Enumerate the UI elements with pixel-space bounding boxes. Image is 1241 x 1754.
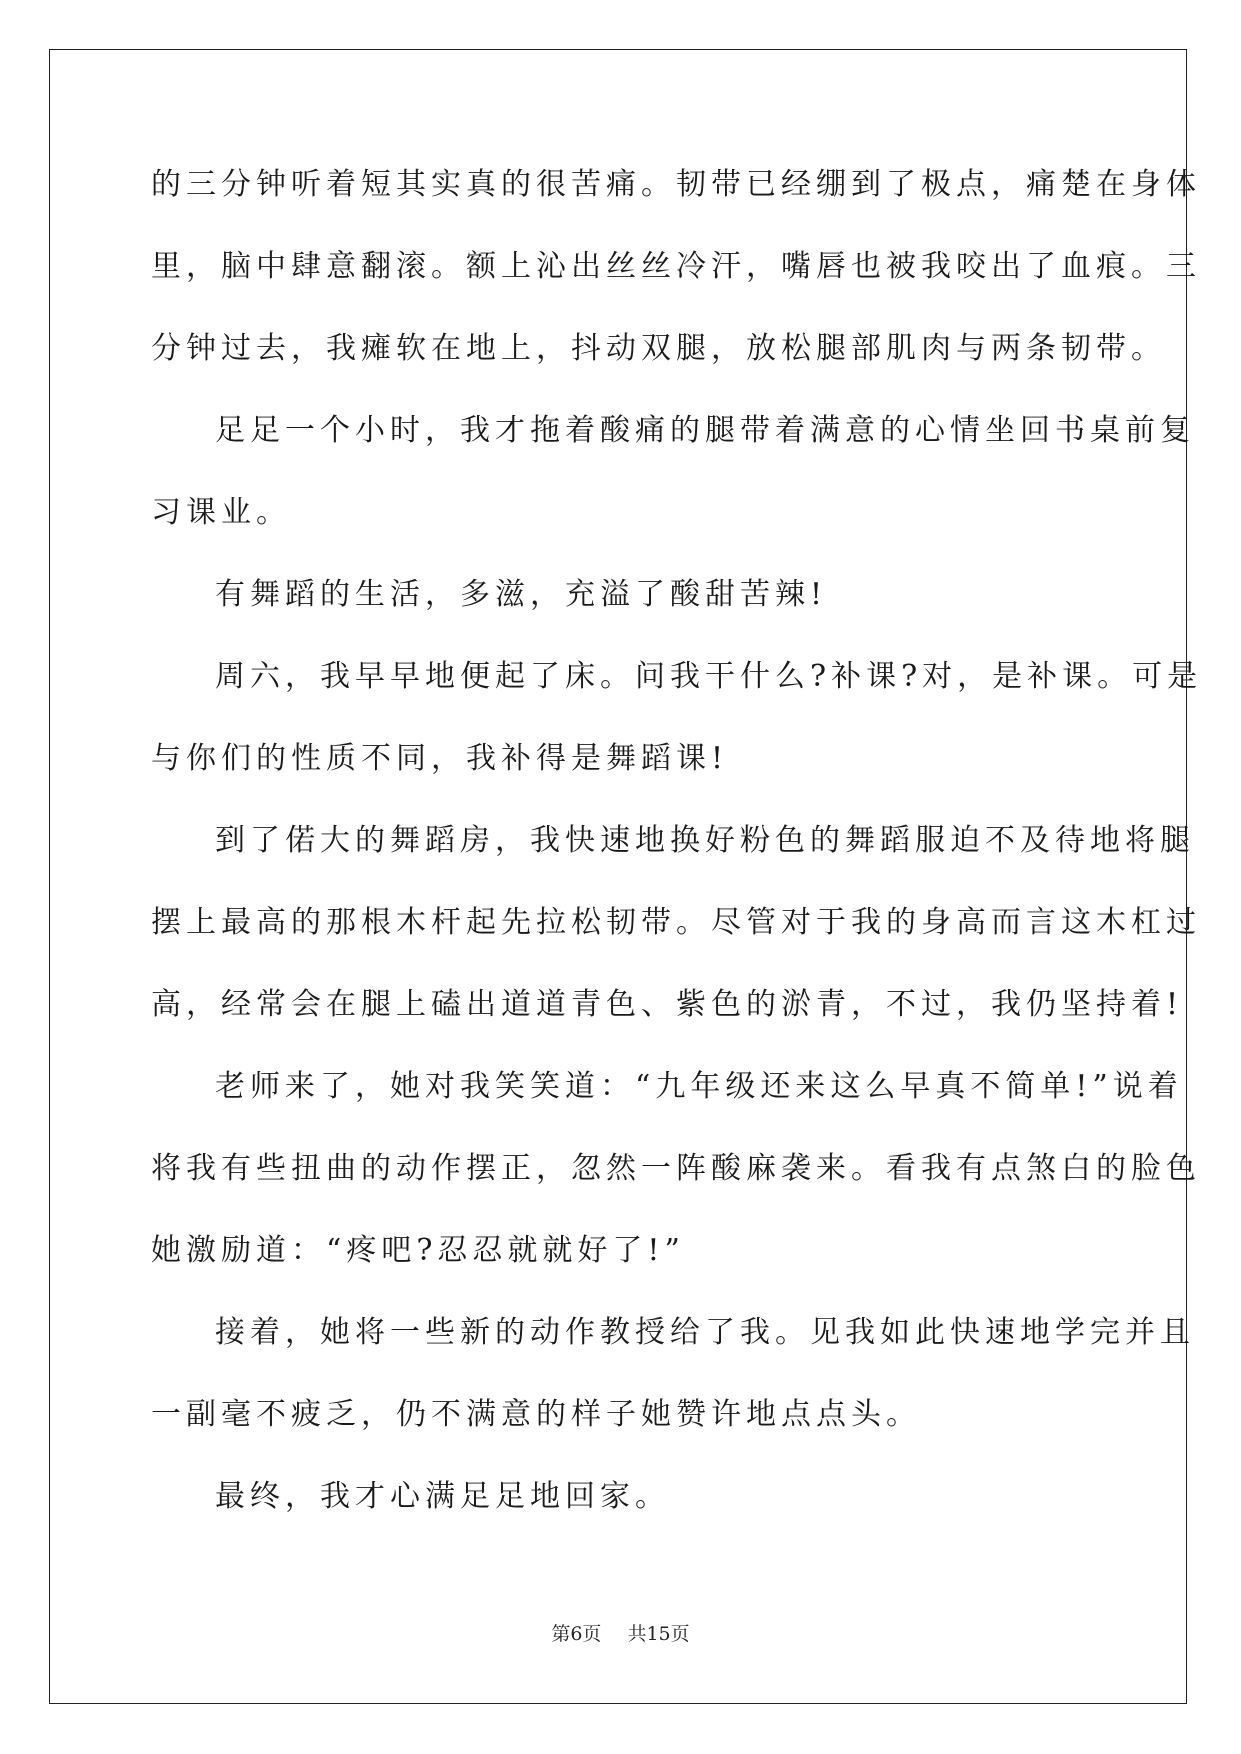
text-line: 习课业。 xyxy=(151,495,291,530)
text-line: 将我有些扭曲的动作摆正，忽然一阵酸麻袭来。看我有点煞白的脸色 xyxy=(151,1151,1201,1186)
document-body xyxy=(151,160,1203,1554)
paragraph-start-line: 最终，我才心满足足地回家。 xyxy=(215,1479,670,1514)
text-line: 的三分钟听着短其实真的很苦痛。韧带已经绷到了极点，痛楚在身体 xyxy=(151,167,1201,202)
text-line: 摆上最高的那根木杆起先拉松韧带。尽管对于我的身高而言这木杠过 xyxy=(151,905,1201,940)
paragraph-start-line: 老师来了，她对我笑笑道：“九年级还来这么早真不简单!”说着 xyxy=(215,1069,1183,1104)
text-line: 她激励道：“疼吧?忍忍就就好了!” xyxy=(151,1233,685,1268)
paragraph-start-line: 足足一个小时，我才拖着酸痛的腿带着满意的心情坐回书桌前复 xyxy=(215,413,1195,448)
page-footer xyxy=(0,1619,1241,1646)
text-line: 与你们的性质不同，我补得是舞蹈课! xyxy=(151,741,729,776)
text-line: 里，脑中肆意翻滚。额上沁出丝丝冷汗，嘴唇也被我咬出了血痕。三 xyxy=(151,249,1201,284)
text-line: 高，经常会在腿上磕出道道青色、紫色的淤青，不过，我仍坚持着! xyxy=(151,987,1184,1022)
paragraph-start-line: 到了偌大的舞蹈房，我快速地换好粉色的舞蹈服迫不及待地将腿 xyxy=(215,823,1195,858)
text-line: 一副毫不疲乏，仍不满意的样子她赞许地点点头。 xyxy=(151,1397,921,1432)
text-line: 分钟过去，我瘫软在地上，抖动双腿，放松腿部肌肉与两条韧带。 xyxy=(151,331,1166,366)
paragraph-start-line: 有舞蹈的生活，多滋，充溢了酸甜苦辣! xyxy=(215,577,828,612)
total-pages-label: 共15页 xyxy=(627,1623,690,1645)
current-page-label: 第6页 xyxy=(551,1623,602,1645)
paragraph-start-line: 周六，我早早地便起了床。问我干什么?补课?对，是补课。可是 xyxy=(215,659,1203,694)
paragraph-start-line: 接着，她将一些新的动作教授给了我。见我如此快速地学完并且 xyxy=(215,1315,1195,1350)
